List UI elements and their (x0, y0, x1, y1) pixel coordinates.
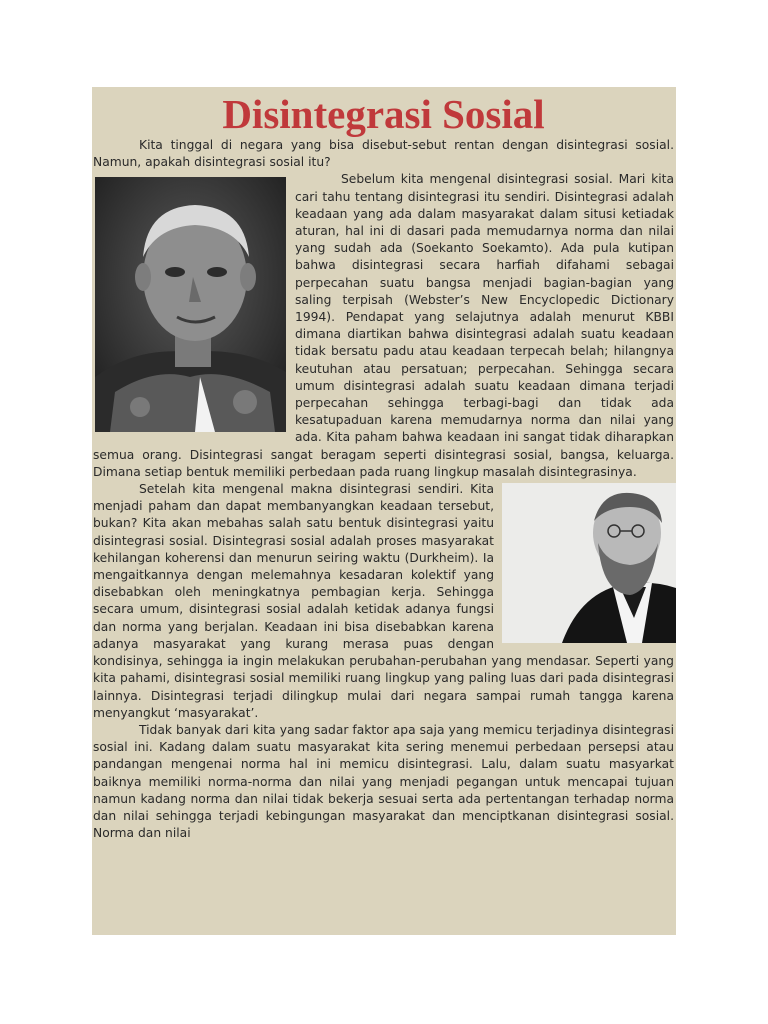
paragraph-4: Tidak banyak dari kita yang sadar faktor apa saja yang memicu terjadinya disintegrasi sosial ini. Kadang dalam suatu masyarakat kita sering menemui perbedaan persepsi atau pandangan mengenai norma hal ini memicu disintegrasi. Lalu, dalam suatu masyarkat baiknya memiliki norma-norma dan nilai yang menjadi pegangan untuk mencapai tujuan namun kadang norma dan nilai tidak bekerja sesuai serta ada pertentangan terhadap norma dan nilai sehingga terjadi kebingungan masyarakat dan menciptkanan disintegrasi sosial. Norma dan nilai (93, 722, 674, 841)
paragraph-2: Sebelum kita mengenal disintegrasi sosial. Mari kita cari tahu tentang disintegrasi itu sendiri. Disintegrasi adalah keadaan yang ada dalam masyarakat dalam situsi ketiadak aturan, hal ini di dasari pada memudarnya norma dan nilai yang sudah ada (Soekanto Soekamto). Ada pula kutipan bahwa disintegrasi secara harfiah difahami sebagai perpecahan suatu bangsa menjadi bagian-bagian yang saling terpisah (Webster’s New Encyclopedic Dictionary 1994). Pendapat yang selajutnya adalah menurut KBBI dimana diartikan bahwa disintegrasi adalah suatu keadaan tidak bersatu padu atau keadaan terpecah belah; hilangnya keutuhan atau persatuan; perpecahan. Sehingga secara umum disintegrasi adalah suatu keadaan dimana terjadi perpecahan sehingga terbagi-bagi dan tidak ada kesatupaduan karena memudarnya norma dan nilai yang ada. Kita paham bahwa keadaan ini sangat tidak diharapkan semua orang. Disintegrasi sangat beragam seperti disintegrasi sosial, bangsa, keluarga. Dimana setiap bentuk memiliki perbedaan pada ruang lingkup masalah disintegrasinya. (93, 172, 674, 479)
paragraph-3: Setelah kita mengenal makna disintegrasi sendiri. Kita menjadi paham dan dapat membanyangkan keadaan tersebut, bukan? Kita akan mebahas salah satu bentuk disintegrasi yaitu disintegrasi sosial. Disintegrasi sosial adalah proses masyarakat kehilangan koherensi dan menurun seiring waktu (Durkheim). Ia mengaitkannya dengan melemahnya kesadaran kolektif yang disebabkan oleh meningkatnya pembagian kerja. Sehingga secara umum, disintegrasi sosial adalah ketidak adanya fungsi dan norma yang berjalan. Keadaan ini bisa disebabkan karena adanya masyarakat yang kurang merasa puas dengan kondisinya, sehingga ia ingin melakukan perubahan-perubahan yang mendasar. Seperti yang kita pahami, disintegrasi sosial memiliki ruang lingkup yang paling luas dari pada disintegrasi lainnya. Disintegrasi terjadi dilingkup mulai dari negara sampai rumah tangga karena menyangkut ‘masyarakat’. (93, 482, 674, 720)
portrait-photo-durkheim (502, 483, 676, 643)
document-title: Disintegrasi Sosial (222, 91, 545, 137)
portrait-photo-soekanto (95, 177, 286, 432)
paragraph-1: Kita tinggal di negara yang bisa disebut-sebut rentan dengan disintegrasi sosial. Namun, apakah disintegrasi sosial itu? (93, 138, 674, 170)
document-page (92, 87, 676, 935)
